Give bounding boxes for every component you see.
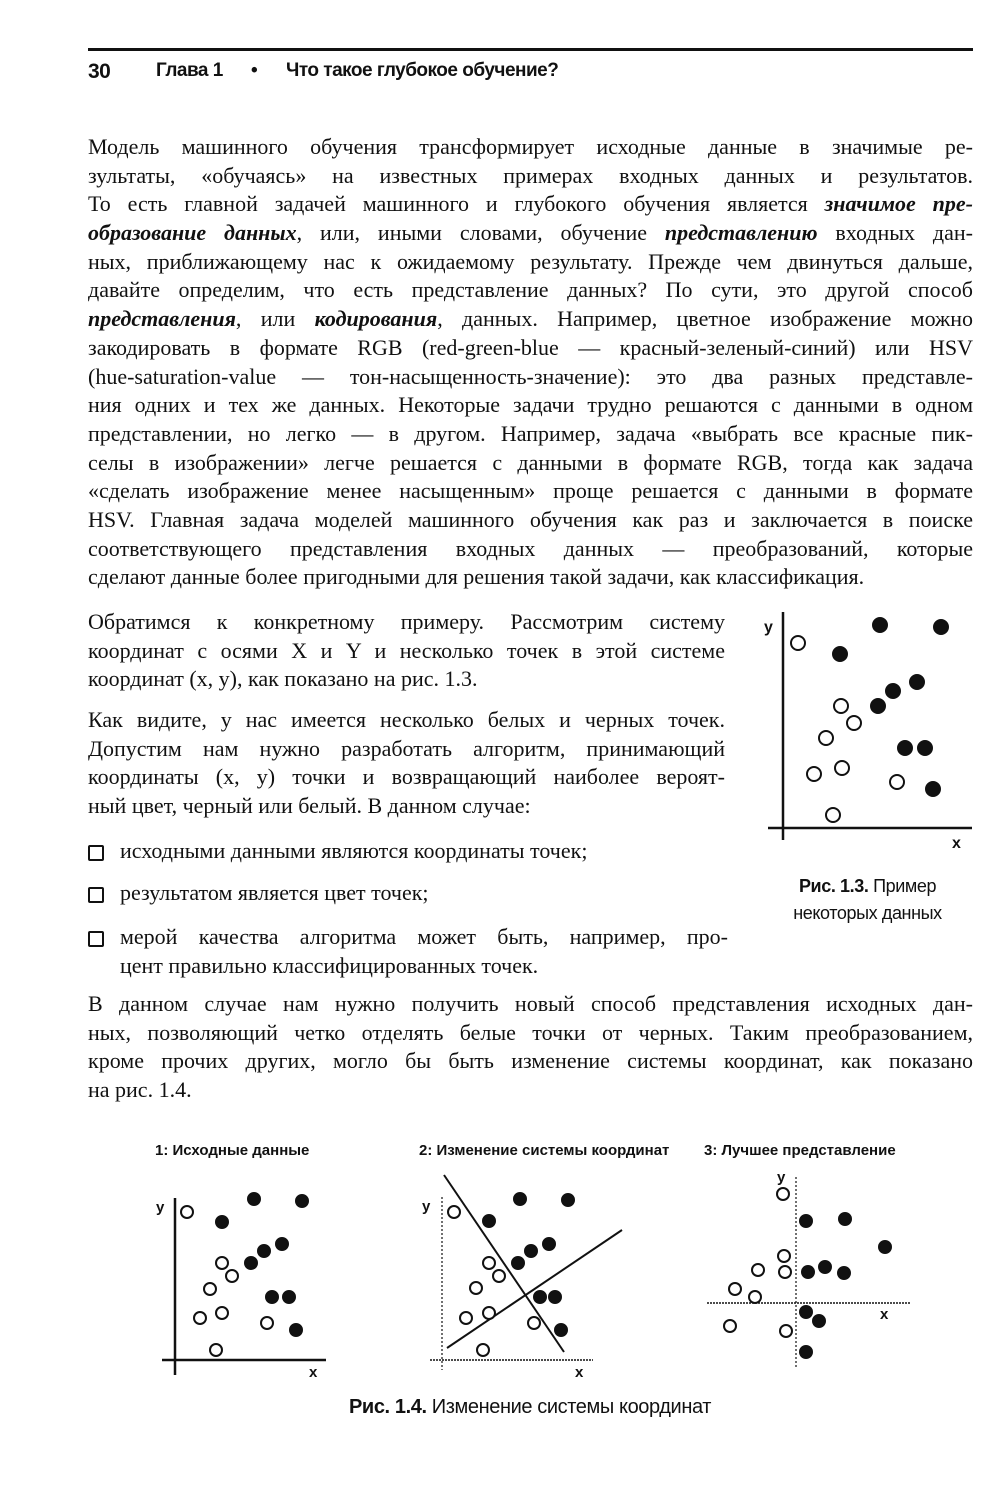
black-point — [296, 1195, 308, 1207]
emphasized-term: представлению — [664, 220, 818, 246]
text-run: Как видите, у нас имеется несколько белых и черных точек. — [88, 707, 725, 732]
text-run: координат с осями X и Y и несколько точек в этой системе — [88, 637, 725, 663]
text-run: ния одних и тех же данных. Некоторые задачи трудно решаются с данными в одном — [88, 392, 973, 418]
white-point — [181, 1206, 193, 1218]
black-point — [290, 1324, 302, 1336]
white-point — [826, 808, 840, 822]
text-run: представлении, но легко — в другом. Например, задача «выбрать все красные пик- — [88, 420, 973, 446]
black-point — [276, 1238, 288, 1250]
white-point — [724, 1320, 736, 1332]
black-point — [534, 1291, 546, 1303]
text-run: сделают данные более пригодными для решения такой задачи, как классификация. — [88, 564, 865, 590]
figure-1-3-caption-line1: Пример — [873, 876, 937, 896]
bullet-text: цент правильно классифицированных точек. — [120, 952, 539, 978]
text-run: ных, приближающему нас к ожидаемому результату. Прежде чем двинуться дальше, — [88, 248, 973, 274]
white-point — [807, 767, 821, 781]
black-point — [562, 1194, 574, 1206]
x-axis-label: x — [952, 835, 961, 852]
black-point — [934, 620, 948, 634]
figure-1-3 — [764, 612, 972, 852]
text-run: координат (x, y), как показано на рис. 1.3. — [88, 666, 478, 692]
figure-1-4 — [155, 1142, 910, 1381]
new-axis-line — [444, 1175, 564, 1352]
black-point — [800, 1306, 812, 1318]
white-point — [819, 731, 833, 745]
figure-1-3-caption-line2: некоторых данных — [793, 903, 942, 923]
text-run: (hue-saturation-value — тон-насыщенность-значение): это два разных представле- — [88, 363, 973, 389]
black-point — [879, 1241, 891, 1253]
white-point — [729, 1283, 741, 1295]
black-point — [926, 782, 940, 796]
x-axis-label: x — [309, 1364, 318, 1381]
text-run: Обратимся к конкретному примеру. Рассмотрим систему — [88, 609, 725, 634]
y-axis-label: y — [422, 1198, 431, 1215]
text-run: , или, иными словами, обучение — [296, 220, 665, 246]
black-point — [871, 699, 885, 713]
figure-1-3-caption-label: Рис. 1.3. — [798, 876, 869, 896]
white-point — [835, 761, 849, 775]
black-point — [543, 1238, 555, 1250]
figure-1-4-caption-text: Изменение системы координат — [431, 1396, 712, 1418]
white-point — [477, 1344, 489, 1356]
white-point — [194, 1312, 206, 1324]
emphasized-term: значимое пре- — [824, 191, 973, 217]
white-point — [216, 1257, 228, 1269]
white-point — [261, 1317, 273, 1329]
text-run: HSV. Главная задача моделей машинного обучения как раз и заключается в поиске — [88, 506, 973, 532]
black-point — [802, 1266, 814, 1278]
y-axis-label: y — [156, 1199, 165, 1216]
black-point — [483, 1215, 495, 1227]
white-point — [448, 1206, 460, 1218]
white-point — [778, 1250, 790, 1262]
x-axis-label: x — [880, 1306, 889, 1323]
black-point — [512, 1257, 524, 1269]
white-point — [890, 775, 904, 789]
black-point — [258, 1245, 270, 1257]
black-point — [833, 647, 847, 661]
white-point — [528, 1317, 540, 1329]
text-run: кроме прочих других, могло бы быть изменение системы координат, как показано — [88, 1048, 973, 1074]
white-point — [777, 1188, 789, 1200]
text-run: входных дан- — [817, 220, 973, 246]
x-axis-label: x — [575, 1364, 584, 1381]
text-run: закодировать в формате RGB (red-green-blue — красный-зеленый-синий) или HSV — [88, 334, 973, 360]
white-point — [779, 1266, 791, 1278]
white-point — [847, 716, 861, 730]
figure-1-4-caption-label: Рис. 1.4. — [348, 1396, 427, 1418]
y-axis-label: y — [777, 1169, 786, 1186]
text-run: То есть главной задачей машинного и глубокого обучения является — [88, 191, 825, 217]
black-point — [555, 1324, 567, 1336]
white-point — [216, 1307, 228, 1319]
white-point — [460, 1312, 472, 1324]
white-point — [210, 1344, 222, 1356]
black-point — [216, 1216, 228, 1228]
text-run: ный цвет, черный или белый. В данном случае: — [88, 793, 531, 819]
white-point — [470, 1282, 482, 1294]
black-point — [839, 1213, 851, 1225]
text-run: координаты (x, y) точки и возвращающий наиболее вероят- — [88, 764, 725, 790]
panel-title: 1: Исходные данные — [155, 1142, 310, 1159]
black-point — [819, 1261, 831, 1273]
emphasized-term: представления — [88, 306, 236, 332]
white-point — [204, 1283, 216, 1295]
black-point — [800, 1215, 812, 1227]
white-point — [780, 1325, 792, 1337]
text-run: , данных. Например, цветное изображение можно — [437, 306, 973, 332]
white-point — [791, 636, 805, 650]
text-run: соответствующего представления входных данных — преобразований, которые — [88, 535, 973, 561]
white-point — [752, 1264, 764, 1276]
text-run: на рис. 1.4. — [88, 1077, 192, 1103]
black-point — [800, 1346, 812, 1358]
text-run: зультаты, «обучаясь» на известных примерах входных данных и результатов. — [88, 162, 973, 188]
black-point — [266, 1291, 278, 1303]
black-point — [245, 1257, 257, 1269]
header-separator: • — [251, 60, 258, 81]
panel-title: 3: Лучшее представление — [704, 1142, 896, 1159]
white-point — [834, 699, 848, 713]
black-point — [549, 1291, 561, 1303]
text-run: давайте определим, что есть представление данных? По сути, это другой способ — [88, 277, 973, 303]
text-run: В данном случае нам нужно получить новый способ представления исходных дан- — [88, 991, 973, 1016]
black-point — [525, 1245, 537, 1257]
white-point — [226, 1270, 238, 1282]
black-point — [898, 741, 912, 755]
emphasized-term: образование данных — [88, 220, 297, 246]
text-run: селы в изображении» легче решается с данными в формате RGB, тогда как задача — [88, 449, 973, 475]
black-point — [918, 741, 932, 755]
black-point — [838, 1267, 850, 1279]
text-run: , или — [235, 306, 315, 332]
black-point — [886, 684, 900, 698]
panel-title: 2: Изменение системы координат — [419, 1142, 670, 1159]
white-point — [483, 1307, 495, 1319]
white-point — [483, 1257, 495, 1269]
white-point — [493, 1270, 505, 1282]
emphasized-term: кодирования — [314, 306, 438, 332]
bullet-text: мерой качества алгоритма может быть, например, про- — [120, 924, 728, 949]
bullet-text: исходными данными являются координаты точек; — [120, 838, 588, 863]
chapter-title: Что такое глубокое обучение? — [286, 60, 559, 81]
text-run: ных, позволяющий четко отделять белые точки от черных. Таким преобразованием, — [88, 1019, 973, 1045]
black-point — [514, 1193, 526, 1205]
text-run: Допустим нам нужно разработать алгоритм, принимающий — [88, 735, 725, 761]
page-number: 30 — [88, 60, 111, 83]
white-point — [749, 1291, 761, 1303]
text-run: Модель машинного обучения трансформирует исходные данные в значимые ре- — [88, 134, 973, 159]
black-point — [248, 1193, 260, 1205]
text-run: «сделать изображение менее насыщенным» проще решается с данными в формате — [88, 478, 973, 504]
black-point — [283, 1291, 295, 1303]
black-point — [910, 675, 924, 689]
y-axis-label: y — [764, 619, 773, 636]
black-point — [813, 1315, 825, 1327]
bullet-text: результатом является цвет точек; — [120, 880, 429, 905]
black-point — [873, 618, 887, 632]
chapter-label: Глава 1 — [156, 60, 223, 81]
